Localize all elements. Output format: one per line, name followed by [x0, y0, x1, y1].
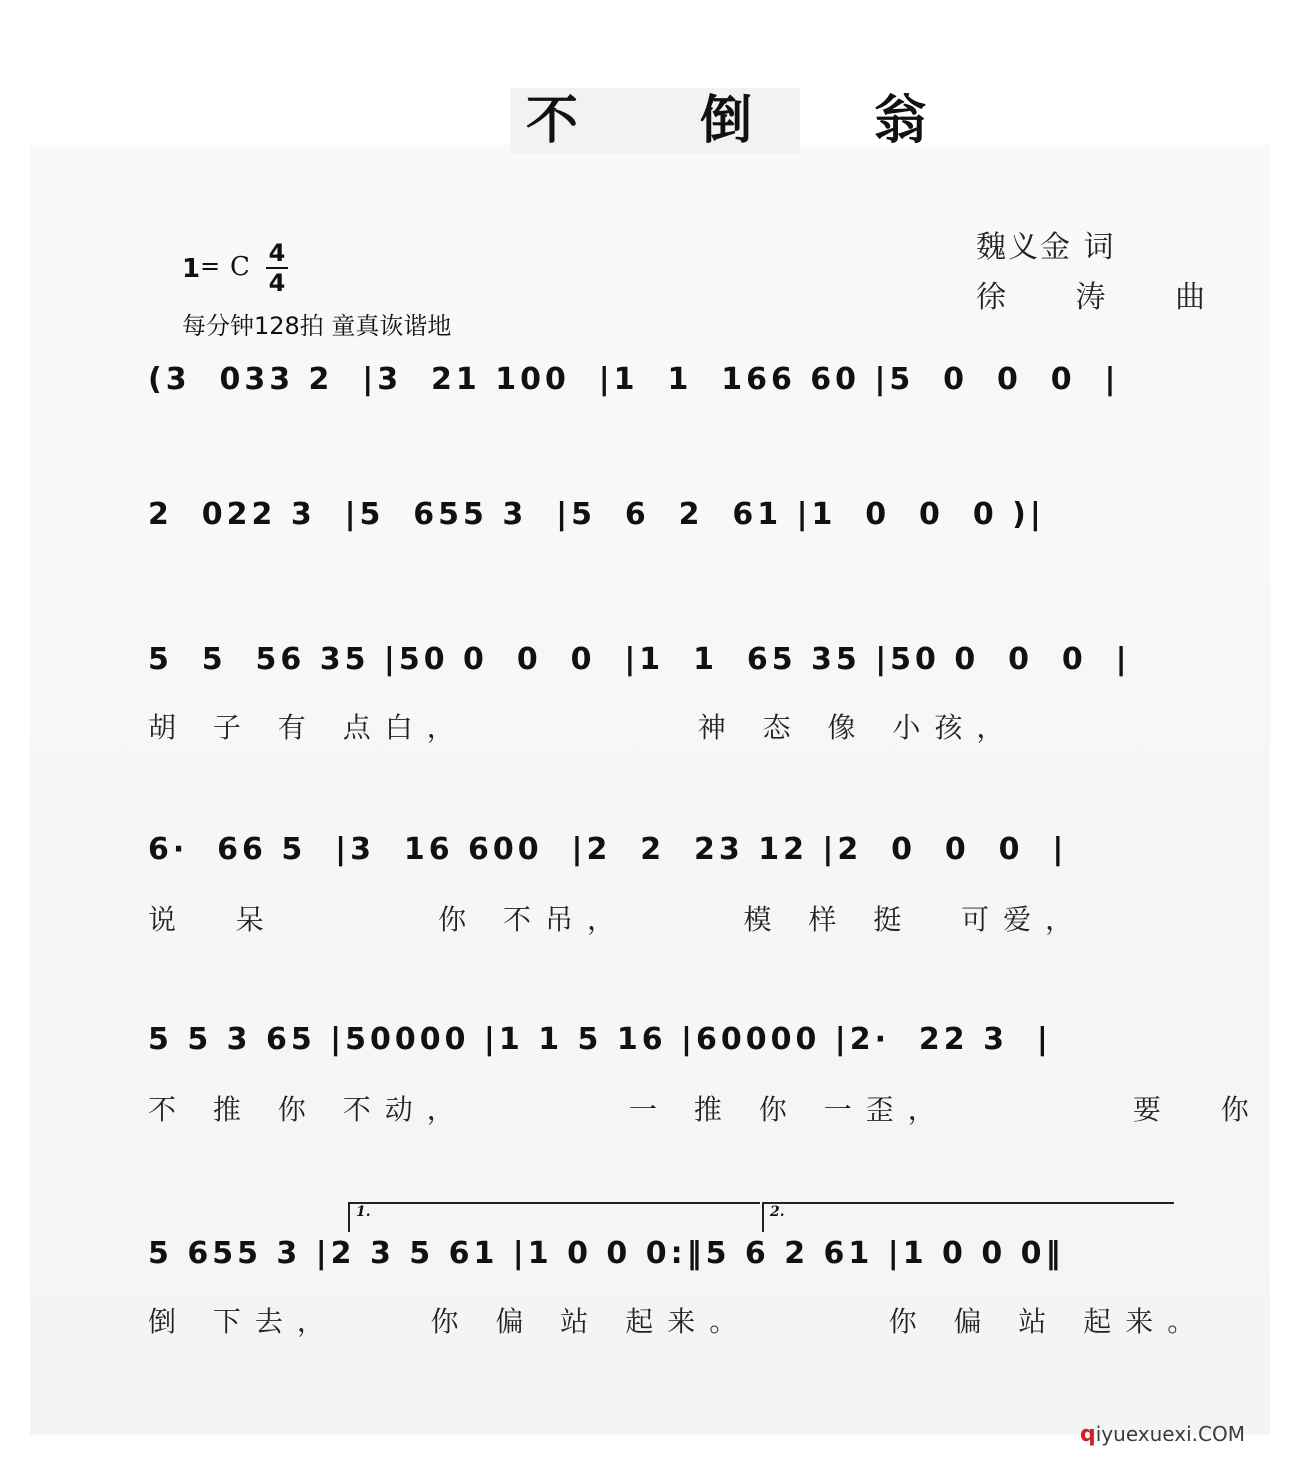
notes-6: 5 655 3 |2 3 5 61 |1 0 0 0:‖5 6 2 61 |1 0 0 0‖	[148, 1236, 1065, 1271]
lyrics-5: 不 推 你 不动， 一 推 你 一歪， 要 你	[148, 1093, 1263, 1126]
notes-2: 2 022 3 |5 655 3 |5 6 2 61 |1 0 0 0 )|	[148, 497, 1045, 532]
score-line-3	[0, 642, 1300, 744]
score-line-2	[0, 497, 1300, 557]
volta-first-label: 1.	[356, 1204, 371, 1220]
notes-5: 5 5 3 65 |50000 |1 1 5 16 |60000 |2· 22 3 |	[148, 1022, 1052, 1057]
volta-second	[762, 1202, 1174, 1232]
time-bottom: 4	[268, 269, 286, 297]
notes-3: 5 5 56 35 |50 0 0 0 |1 1 65 35 |50 0 0 0 |	[148, 642, 1131, 677]
notes-4: 6· 66 5 |3 16 600 |2 2 23 12 |2 0 0 0 |	[148, 832, 1068, 867]
volta-second-label: 2.	[770, 1204, 785, 1220]
tempo-marking: 每分钟128拍 童真诙谐地	[182, 312, 452, 340]
lyrics-4: 说 呆 你 不吊， 模 样 挺 可爱，	[148, 903, 1088, 936]
key-name: C	[230, 252, 250, 282]
score-line-4	[0, 832, 1300, 936]
site-watermark	[1080, 1422, 1245, 1447]
score-line-1	[0, 362, 1300, 422]
lyrics-6: 倒 下去， 你 偏 站 起来。 你 偏 站 起来。	[148, 1305, 1210, 1338]
time-signature	[266, 240, 288, 296]
score-line-5	[0, 1022, 1300, 1126]
score-line-6	[0, 1236, 1300, 1338]
composer-credit: 徐 涛 曲	[976, 280, 1236, 315]
key-one: 1	[182, 254, 201, 284]
time-top: 4	[268, 239, 286, 267]
volta-first	[348, 1202, 760, 1232]
song-title: 不 倒 翁	[510, 88, 800, 154]
notes-1: (3 033 2 |3 21 100 |1 1 166 60 |5 0 0 0 |	[148, 362, 1120, 397]
watermark-q: q	[1080, 1422, 1096, 1447]
lyricist-credit: 魏义金 词	[976, 230, 1116, 265]
watermark-text: iyuexuexi.COM	[1095, 1422, 1245, 1446]
lyrics-3: 胡 子 有 点白， 神 态 像 小孩，	[148, 711, 1019, 744]
key-equals: =	[200, 252, 221, 280]
